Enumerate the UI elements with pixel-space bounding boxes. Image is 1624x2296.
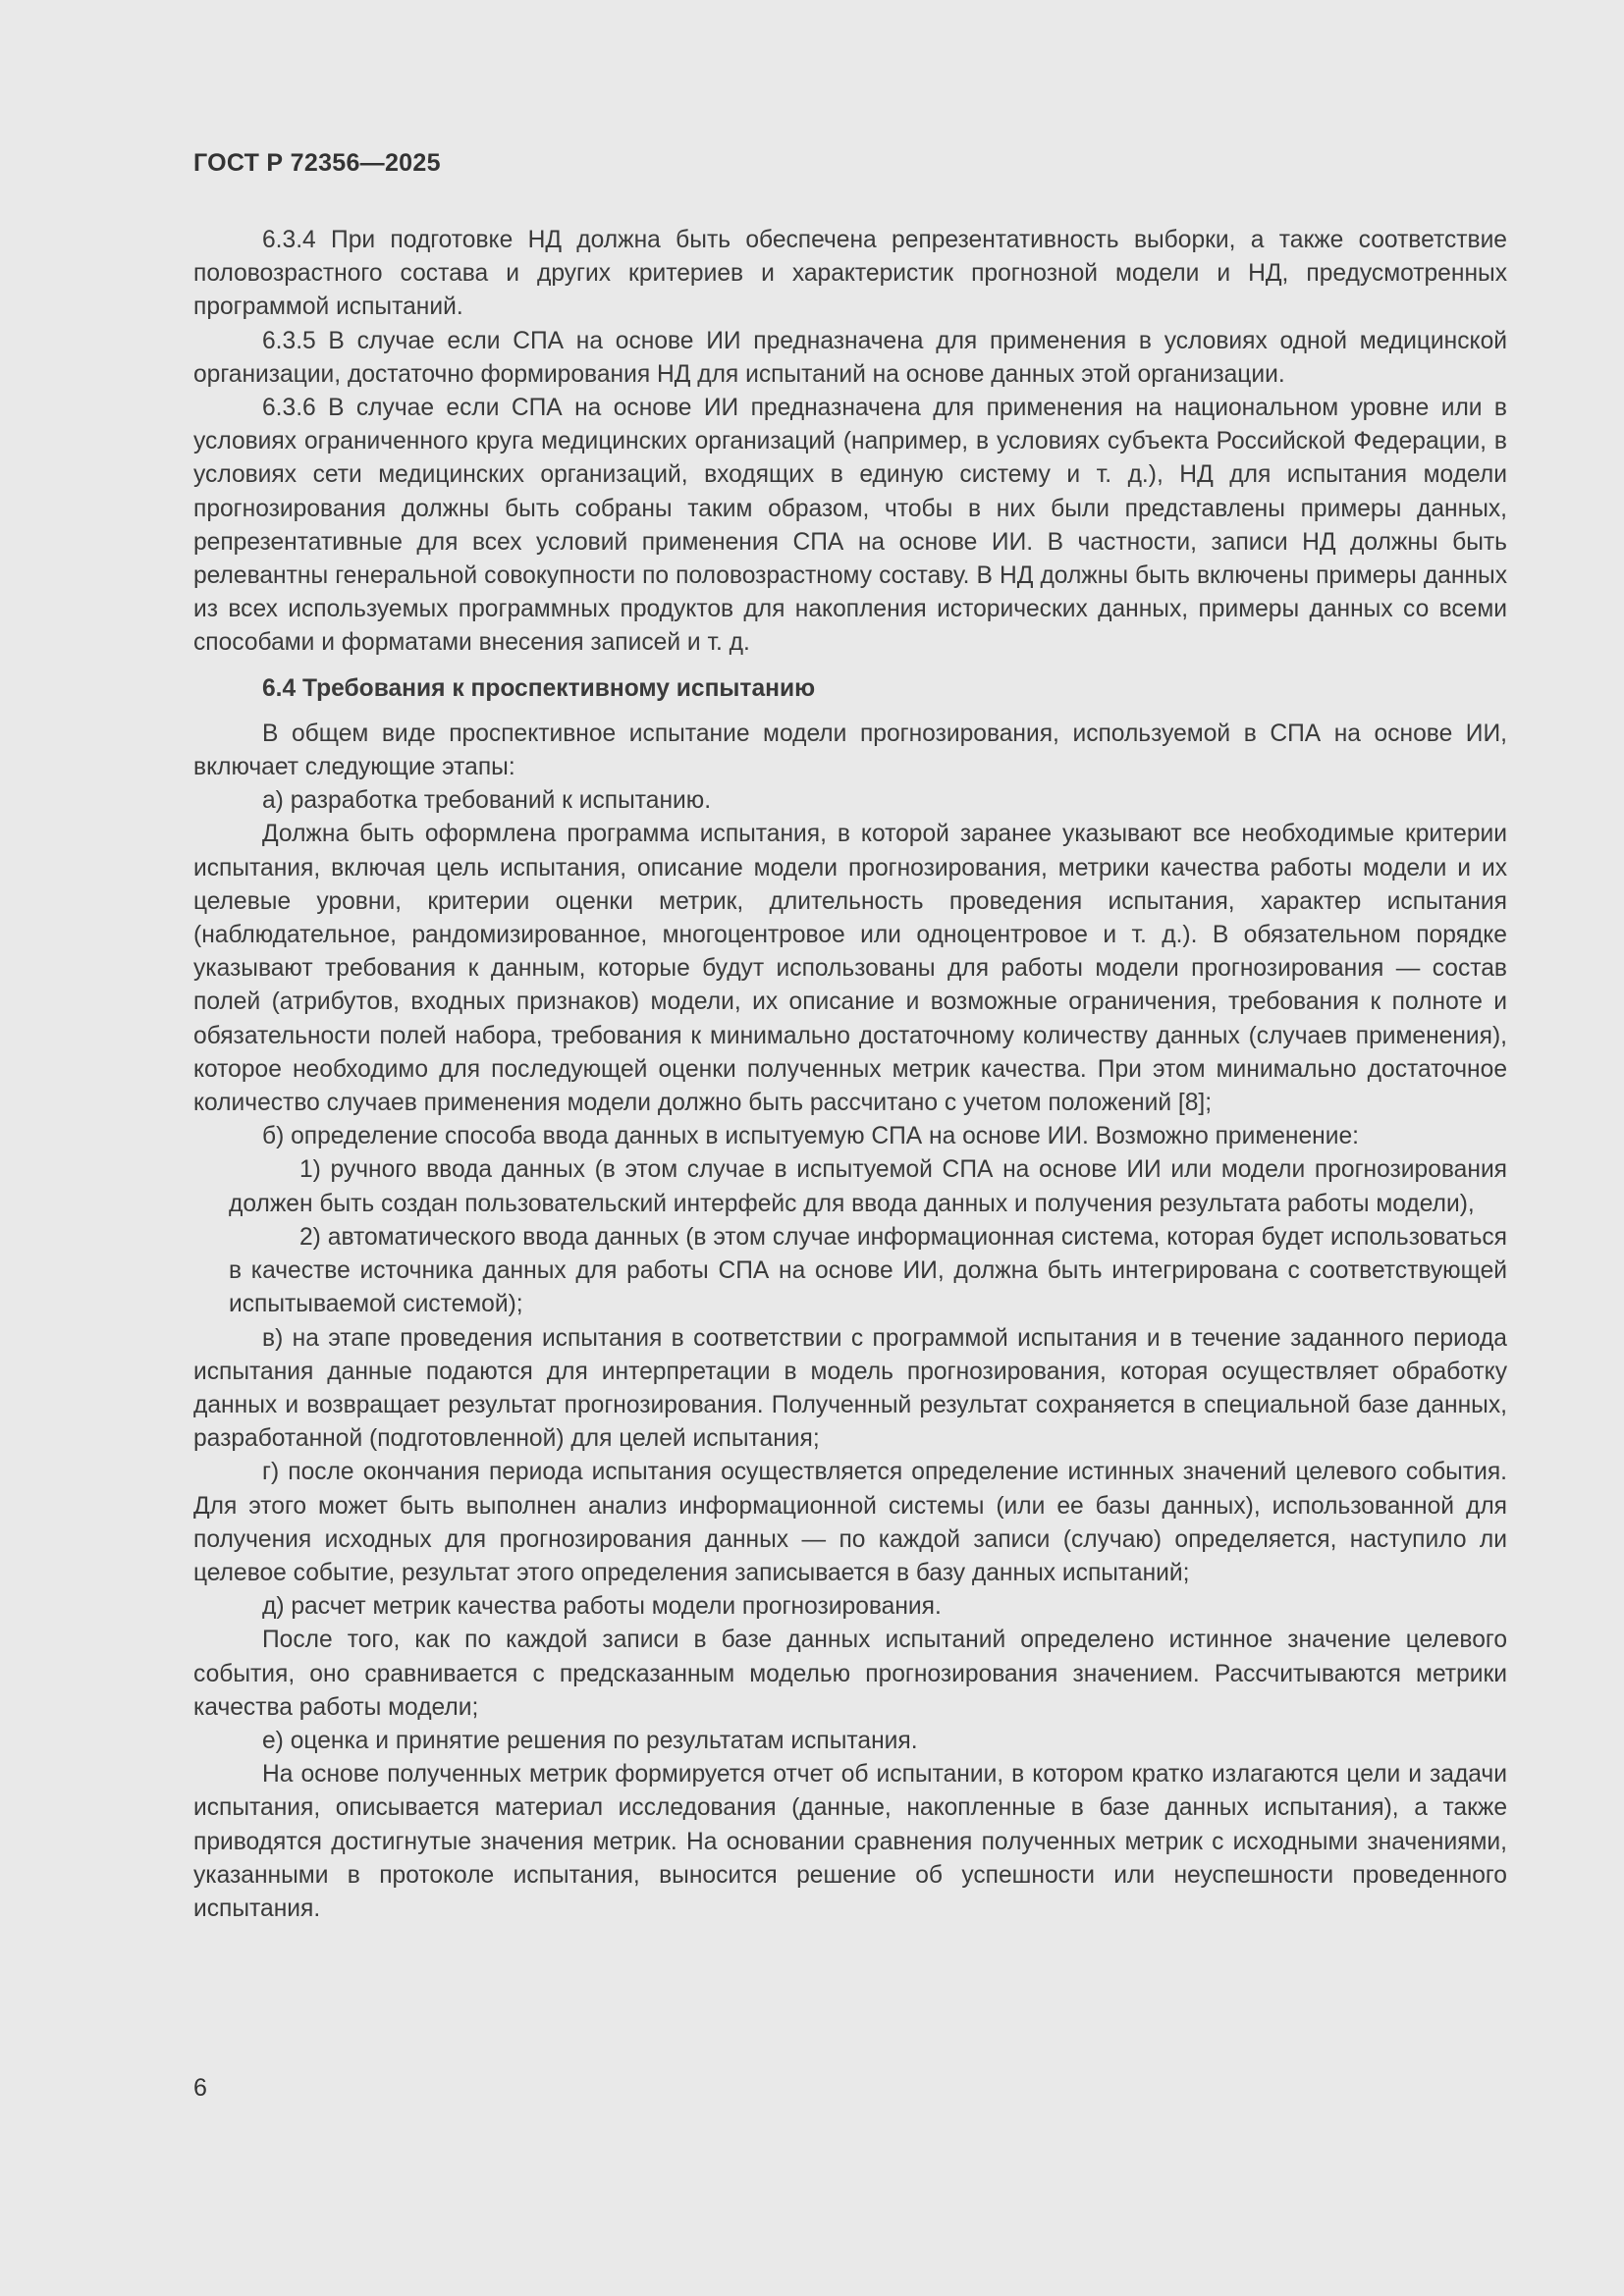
paragraph-6-3-6: 6.3.6 В случае если СПА на основе ИИ предназначена для применения на национальном уровне или в условиях ограниченного круга медицинских организаций (например, в условиях субъекта Российской Федерации, в условиях сети медицинских организаций, входящих в единую систему и т. д.), НД для испытания модели прогнозирования должны быть собраны таким образом, чтобы в них были представлены примеры данных, репрезентативные для всех условий применения СПА на основе ИИ. В частности, записи НД должны быть релевантны генеральной совокупности по половозрастному составу. В НД должны быть включены примеры данных из всех используемых программных продуктов для накопления исторических данных, примеры данных со всеми способами и форматами внесения записей и т. д. [193,395,1507,657]
paragraph-6-3-4: 6.3.4 При подготовке НД должна быть обеспечена репрезентативность выборки, а также соответствие половозрастного состава и других критериев и характеристик прогнозной модели и НД, предусмотренных программой испытаний. [193,227,1507,321]
list-item-d: д) расчет метрик качества работы модели прогнозирования. [262,1593,942,1621]
page-number: 6 [193,2074,207,2102]
document-body [193,224,1507,1926]
list-item-g: г) после окончания периода испытания осуществляется определение истинных значений целевого события. Для этого может быть выполнен анализ информационной системы (или ее базы данных), использованной для получения исходных для прогнозирования данных — по каждой записи (случаю) определяется, наступило ли целевое событие, результат этого определения записывается в базу данных испытаний; [193,1459,1507,1586]
paragraph-d-text: После того, как по каждой записи в базе данных испытаний определено истинное значение целевого события, оно сравнивается с предсказанным моделью прогнозирования значением. Рассчитываются метрики качества работы модели; [193,1627,1507,1721]
paragraph-6-3-5: 6.3.5 В случае если СПА на основе ИИ предназначена для применения в условиях одной медицинской организации, достаточно формирования НД для испытаний на основе данных этой организации. [193,327,1507,388]
document-header: ГОСТ Р 72356—2025 [193,149,441,177]
list-item-b: б) определение способа ввода данных в испытуемую СПА на основе ИИ. Возможно применение: [262,1123,1360,1150]
paragraph-a-text: Должна быть оформлена программа испытания, в которой заранее указывают все необходимые критерии испытания, включая цель испытания, описание модели прогнозирования, метрики качества работы модели и их целевые уровни, критерии оценки метрик, длительность проведения испытания, характер испытания (наблюдательное, рандомизированное, многоцентровое или одноцентровое и т. д.). В обязательном порядке указывают требования к данным, которые будут использованы для работы модели прогнозирования — состав полей (атрибутов, входных признаков) модели, их описание и возможные ограничения, требования к полноте и обязательности полей набора, требования к минимально достаточному количеству данных (случаев применения), которое необходимо для последующей оценки полученных метрик качества. При этом минимально достаточное количество случаев применения модели должно быть рассчитано с учетом положений [8]; [193,821,1507,1117]
paragraph-e-text: На основе полученных метрик формируется отчет об испытании, в котором кратко излагаются цели и задачи испытания, описывается материал исследования (данные, накопленные в базе данных испытания), а также приводятся достигнутые значения метрик. На основании сравнения полученных метрик с исходными значениями, указанными в протоколе испытания, выносится решение об успешности или неуспешности проведенного испытания. [193,1761,1507,1922]
list-item-b2: 2) автоматического ввода данных (в этом случае информационная система, которая будет использоваться в качестве источника данных для работы СПА на основе ИИ, должна быть интегрирована с соответствующей испытываемой системой); [229,1223,1507,1318]
list-item-a: а) разработка требований к испытанию. [262,787,712,815]
list-item-v: в) на этапе проведения испытания в соответствии с программой испытания и в течение заданного периода испытания данные подаются для интерпретации в модель прогнозирования, которая осуществляет обработку данных и возвращает результат прогнозирования. Полученный результат сохраняется в специальной базе данных, разработанной (подготовленной) для целей испытания; [193,1324,1507,1453]
section-heading-6-4: 6.4 Требования к проспективному испытанию [262,674,816,702]
list-item-e: е) оценка и принятие решения по результатам испытания. [262,1727,918,1754]
paragraph-intro: В общем виде проспективное испытание модели прогнозирования, используемой в СПА на основе ИИ, включает следующие этапы: [193,720,1507,781]
list-item-b1: 1) ручного ввода данных (в этом случае в испытуемой СПА на основе ИИ или модели прогнозирования должен быть создан пользовательский интерфейс для ввода данных и получения результата работы модели), [229,1156,1507,1217]
